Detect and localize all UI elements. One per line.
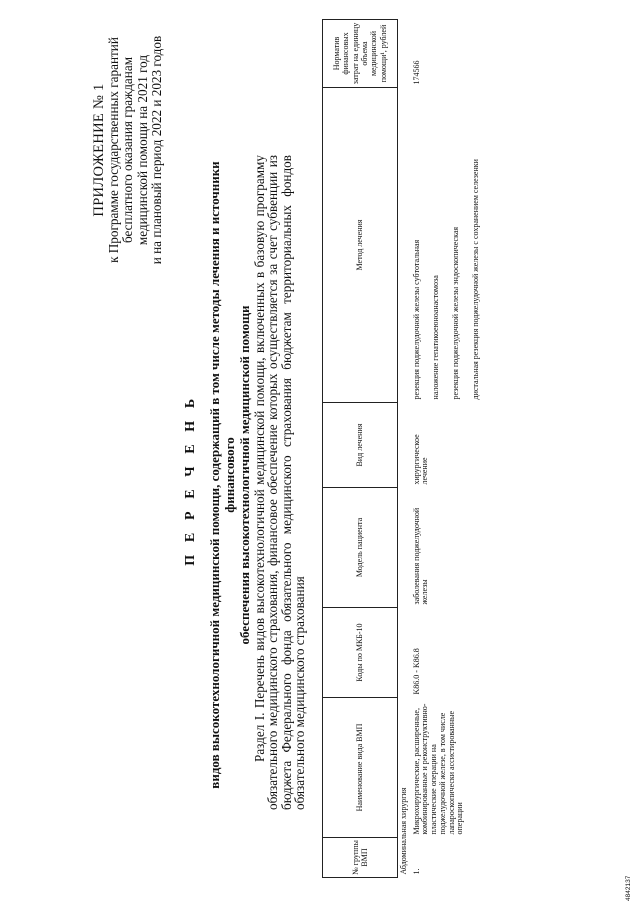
subtitle-line: видов высокотехнологичной медицинской помощи, содержащий в том числе методы лечения и источники финансового [207, 161, 237, 789]
cell-treatment-type: хирургическое лечение [411, 434, 430, 485]
subtitle-line: обеспечения высокотехнологичной медицинской помощи [237, 305, 252, 645]
document-subtitle [207, 155, 252, 795]
header-group-number: № группы ВМП [323, 838, 398, 878]
vmp-table [322, 19, 494, 878]
method-item: дистальная резекция поджелудочной железы с сохранением селезенки [470, 159, 480, 400]
appendix-line: к Программе государственных гарантий [105, 37, 121, 263]
document-code: 4842137 [625, 875, 632, 901]
header-icd-codes: Коды по МКБ-10 [323, 608, 398, 698]
table-header-row [323, 20, 398, 878]
appendix-title: ПРИЛОЖЕНИЕ № 1 [91, 83, 107, 217]
appendix-block [92, 20, 165, 280]
table-row [411, 20, 494, 878]
header-vmp-name: Наименование вида ВМП [323, 698, 398, 838]
header-patient-model: Модель пациента [323, 488, 398, 608]
cell-icd-codes: K86.0 - K86.8 [411, 648, 421, 695]
header-treatment-type: Вид лечения [323, 403, 398, 488]
appendix-line: медицинской помощи на 2021 год [134, 54, 150, 246]
appendix-line: бесплатного оказания гражданам [120, 56, 135, 244]
cell-cost-norm: 174566 [411, 60, 421, 85]
cell-patient-model: заболевания поджелудочной железы [411, 507, 430, 605]
cell-group-number: 1. [411, 868, 421, 875]
table-section-row [398, 20, 411, 878]
header-cost-norm: Норматив финансовых затрат на единицу объема медицинской помощи¹, рублей [323, 20, 398, 88]
cell-treatment-methods [411, 88, 494, 403]
cell-vmp-name: Микрохирургические, расширенные, комбинированные и реконструктивно-пластические операции на поджелудочной железе, в том числе лапароскопически ассистированные операции [411, 703, 465, 835]
method-item: резекция поджелудочной железы эндоскопическая [451, 226, 461, 400]
header-treatment-method: Метод лечения [323, 88, 398, 403]
appendix-line: и на плановый период 2022 и 2023 годов [149, 35, 164, 265]
section-heading: Раздел I. Перечень видов высокотехнологичной медицинской помощи, включенных в базовую программу обязательного медицинского страхования, финансовое обеспечение которых осуществляется за счет субвенции из бюджета Федерального фонда обязательного медицинского страхования бюджетам территориальных фондов обязательного медицинского страхования [252, 155, 308, 810]
document-heading: П Е Р Е Ч Е Н Ь [183, 394, 198, 566]
table-section-label: Абдоминальная хирургия [399, 787, 408, 875]
method-item: резекция поджелудочной железы субтотальная [411, 239, 421, 400]
method-item: наложение гепатикоеюноанастомоза [431, 275, 441, 400]
